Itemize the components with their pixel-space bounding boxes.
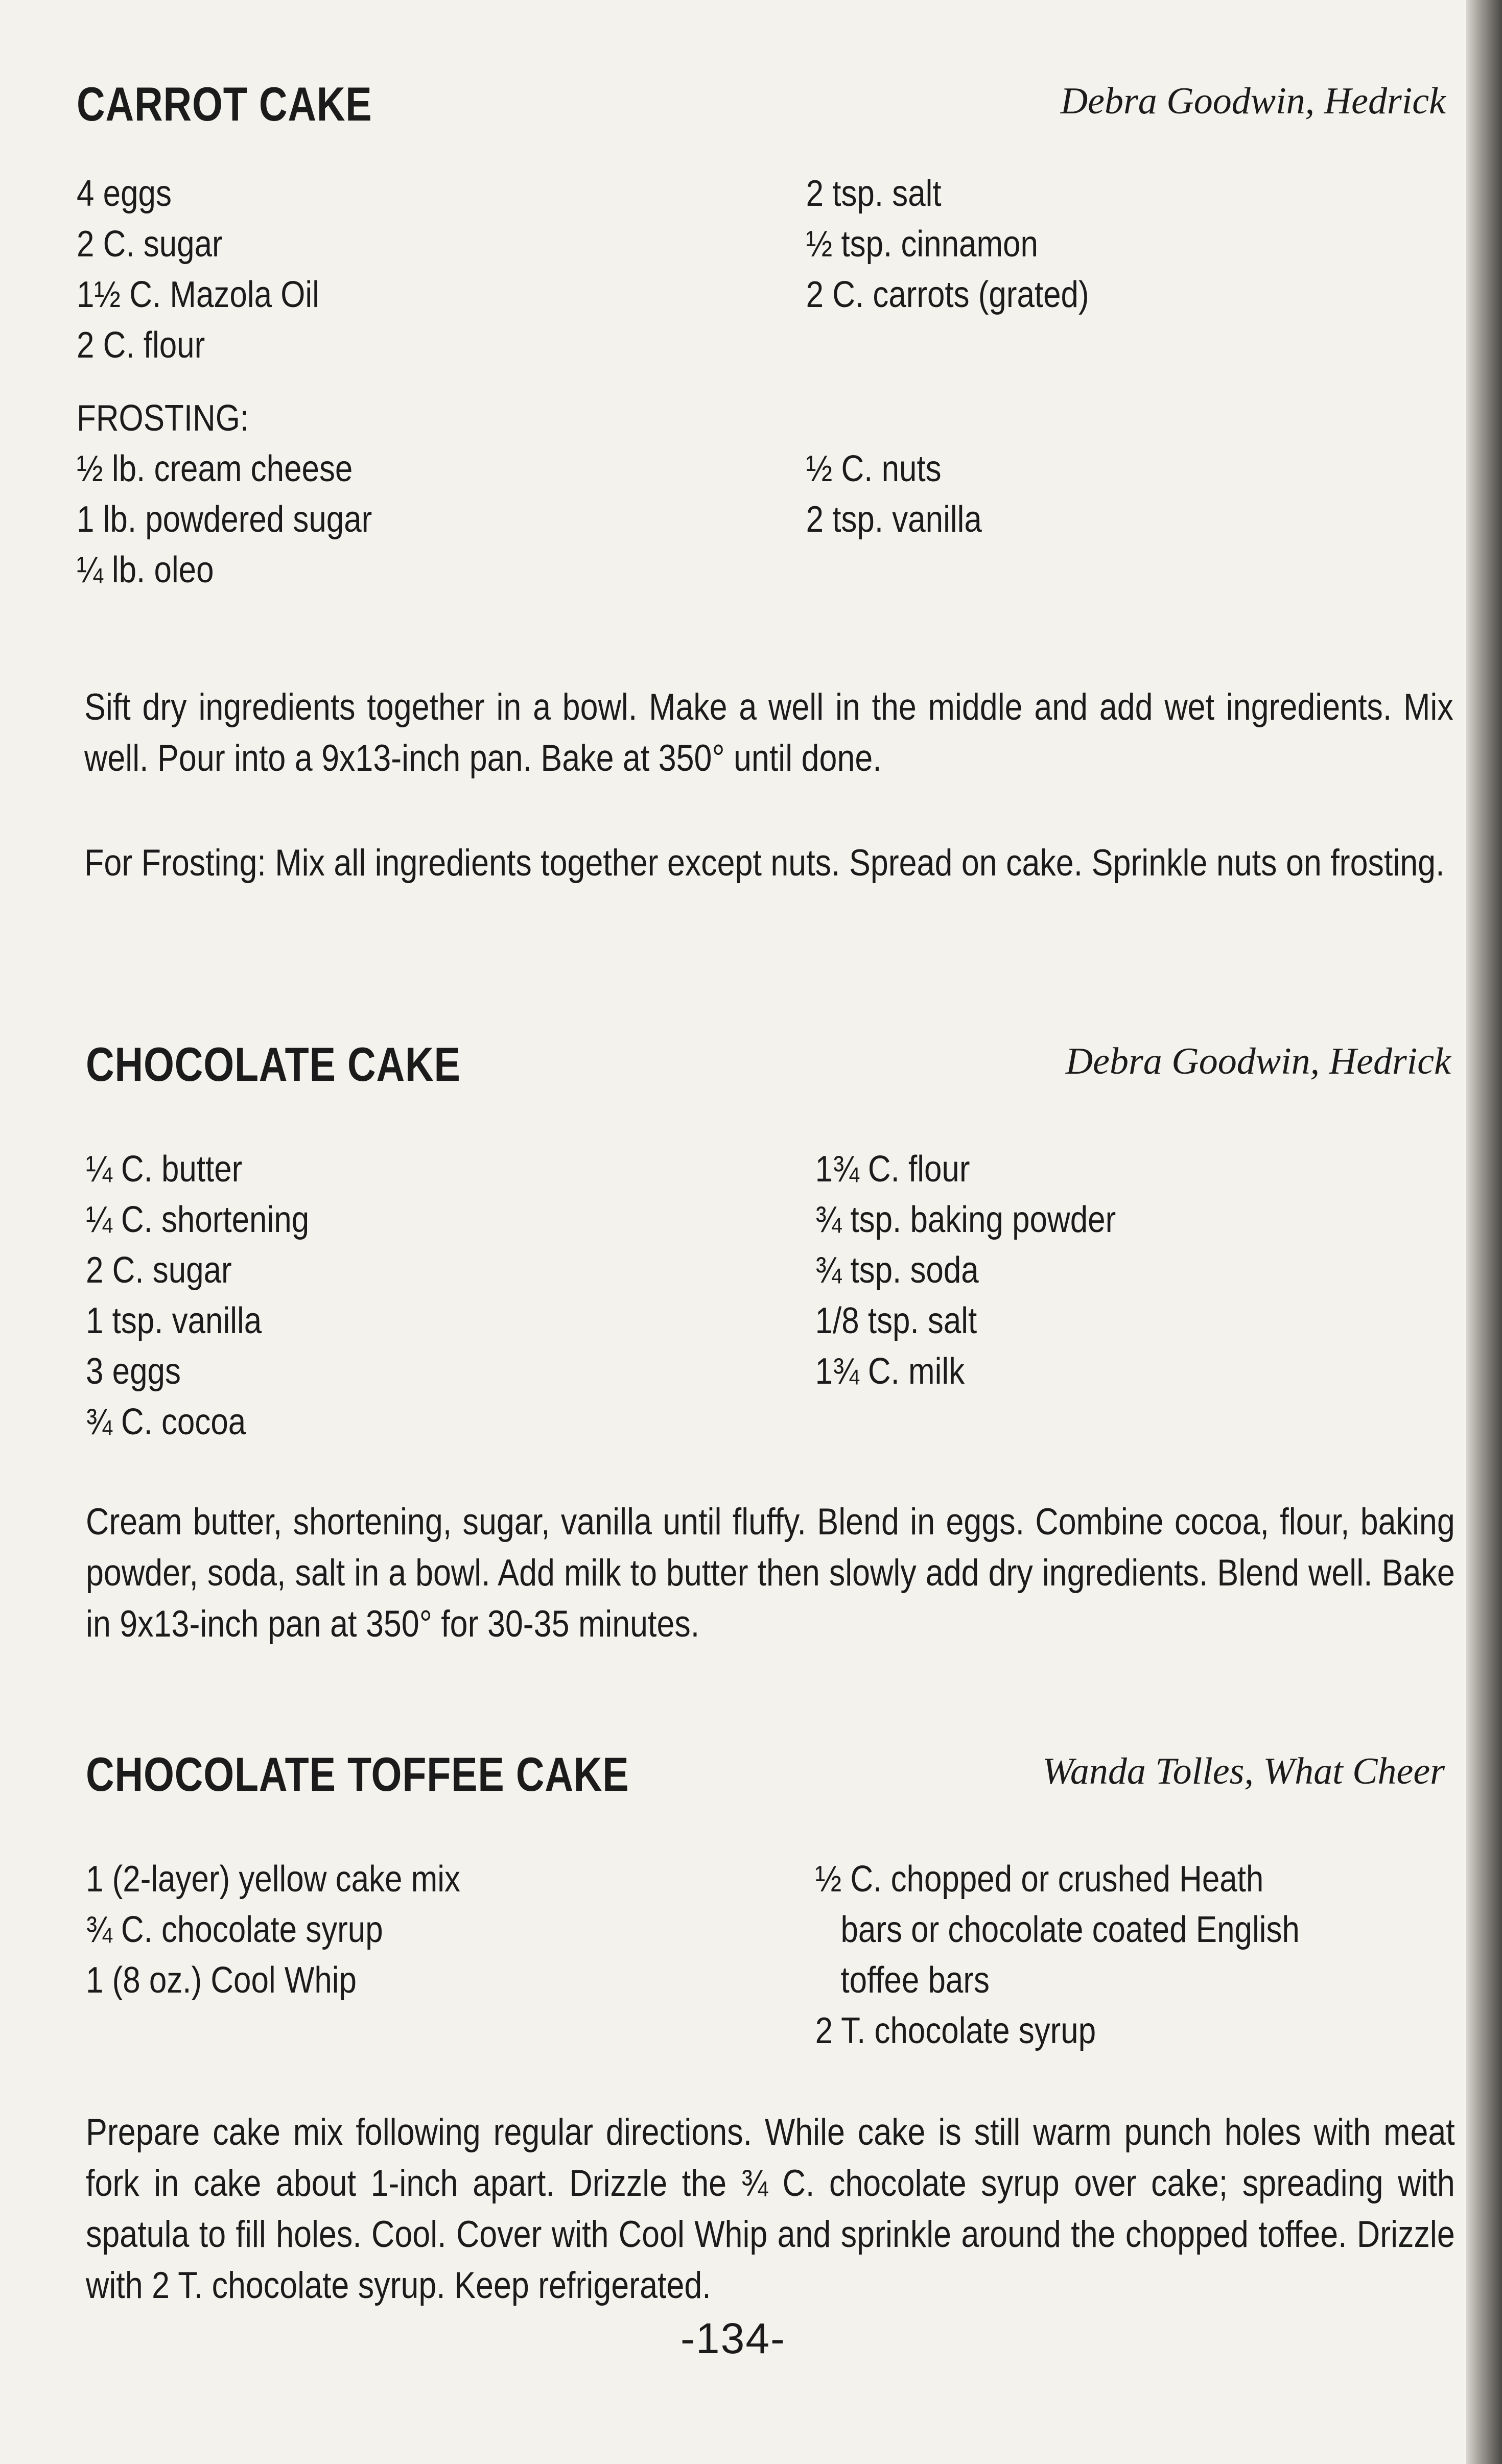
ingredient-column-left	[86, 1854, 460, 2006]
recipe-directions: Sift dry ingredients together in a bowl. Make a well in the middle and add wet ingredients. Mix well. Pour into a 9x13-inch pan. Bake at 350° until done.	[84, 686, 1453, 779]
frosting-directions: For Frosting: Mix all ingredients together except nuts. Spread on cake. Sprinkle nuts on frosting.	[84, 842, 1445, 884]
recipe-directions: Cream butter, shortening, sugar, vanilla until fluffy. Blend in eggs. Combine cocoa, flour, baking powder, soda, salt in a bowl. Add milk to butter then slowly add dry ingredients. Blend well. Bake in 9x13-inch pan at 350° for 30-35 minutes.	[86, 1501, 1455, 1645]
recipe-author: Debra Goodwin, Hedrick	[1060, 80, 1446, 122]
ingredient-item: 1½ C. Mazola Oil	[77, 274, 319, 315]
ingredient-item: toffee bars	[840, 1960, 990, 2001]
frosting-item: ½ C. nuts	[806, 448, 942, 489]
ingredient-item: ½ tsp. cinnamon	[806, 224, 1038, 265]
frosting-item: ¼ lb. oleo	[77, 550, 214, 590]
ingredient-item: 2 C. carrots (grated)	[806, 274, 1089, 315]
recipe-title: CARROT CAKE	[77, 77, 372, 131]
ingredient-item: ¾ tsp. soda	[815, 1250, 979, 1291]
ingredient-item: 1¾ C. flour	[815, 1149, 970, 1190]
ingredient-list	[86, 1854, 1300, 2058]
ingredient-item: 1/8 tsp. salt	[815, 1300, 977, 1341]
ingredient-item: 1 tsp. vanilla	[86, 1300, 262, 1341]
ingredient-column-left	[86, 1144, 309, 1448]
ingredient-item: 3 eggs	[86, 1351, 181, 1392]
recipe-header	[77, 77, 1446, 138]
ingredient-column-right	[815, 1144, 1116, 1397]
frosting-column-left	[77, 393, 372, 596]
ingredient-item: ¼ C. shortening	[86, 1199, 310, 1240]
ingredient-item: ¾ tsp. baking powder	[815, 1199, 1116, 1240]
ingredient-item: 2 C. sugar	[86, 1250, 232, 1291]
recipe-author: Wanda Tolles, What Cheer	[1042, 1750, 1445, 1792]
frosting-item: 1 lb. powdered sugar	[77, 499, 372, 540]
page-edge-shadow	[1466, 0, 1502, 2464]
recipe-header	[86, 1747, 1445, 1808]
ingredient-item: 1¾ C. milk	[815, 1351, 965, 1392]
ingredient-item: 2 tsp. salt	[806, 173, 942, 214]
frosting-label: FROSTING:	[77, 398, 249, 439]
recipe-chocolate-cake	[86, 1037, 1451, 1442]
recipe-chocolate-toffee-cake	[86, 1747, 1445, 2051]
ingredient-item: 1 (2-layer) yellow cake mix	[86, 1859, 460, 1900]
ingredient-item: ½ C. chopped or crushed Heath	[815, 1859, 1264, 1900]
ingredient-item: 2 T. chocolate syrup	[815, 2010, 1096, 2051]
frosting-list	[77, 393, 1254, 598]
frosting-item: ½ lb. cream cheese	[77, 448, 353, 489]
ingredient-item: ¾ C. cocoa	[86, 1402, 246, 1442]
ingredient-column-right	[815, 1854, 1300, 2056]
ingredient-item: ¼ C. butter	[86, 1149, 243, 1190]
recipe-header	[86, 1037, 1451, 1098]
frosting-column-right	[806, 393, 982, 545]
ingredient-list	[86, 1144, 1260, 1451]
ingredient-column-left	[77, 169, 319, 371]
ingredient-item: 2 C. flour	[77, 325, 205, 366]
ingredient-item: 4 eggs	[77, 173, 172, 214]
ingredient-item: 2 C. sugar	[77, 224, 223, 265]
ingredient-item: ¾ C. chocolate syrup	[86, 1909, 383, 1950]
recipe-author: Debra Goodwin, Hedrick	[1065, 1040, 1451, 1082]
recipe-title: CHOCOLATE CAKE	[86, 1037, 461, 1091]
ingredient-item: bars or chocolate coated English	[840, 1909, 1300, 1950]
recipe-carrot-cake	[77, 77, 1446, 590]
recipe-title: CHOCOLATE TOFFEE CAKE	[86, 1747, 629, 1801]
frosting-item: 2 tsp. vanilla	[806, 499, 982, 540]
recipe-directions: Prepare cake mix following regular directions. While cake is still warm punch holes with meat fork in cake about 1-inch apart. Drizzle the ¾ C. chocolate syrup over cake; spreading with spatula to fill holes. Cool. Cover with Cool Whip and sprinkle around the chopped toffee. Drizzle with 2 T. chocolate syrup. Keep refrigerated.	[86, 2112, 1455, 2306]
ingredient-list	[77, 169, 1254, 373]
ingredient-item: 1 (8 oz.) Cool Whip	[86, 1960, 357, 2001]
ingredient-column-right	[806, 169, 1089, 320]
page-number: -134-	[680, 2314, 786, 2362]
